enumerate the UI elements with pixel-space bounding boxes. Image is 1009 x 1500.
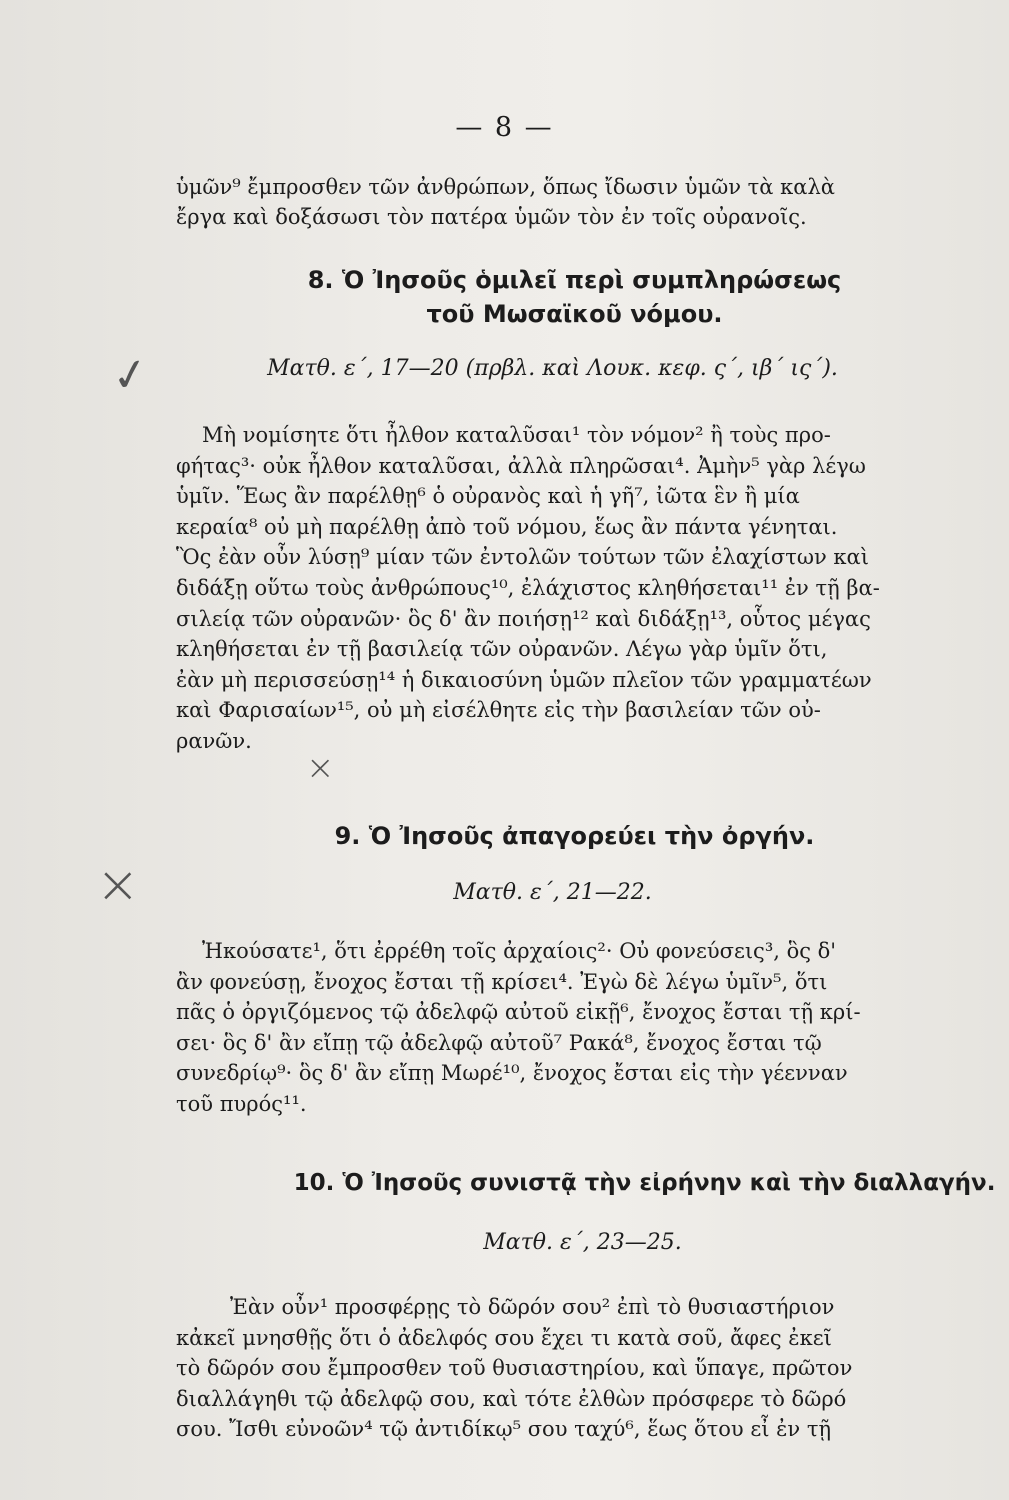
text-line: σιλείᾳ τῶν οὐρανῶν· ὃς δ' ἂν ποιήσῃ¹² καὶ διδάξῃ¹³, οὗτος μέγας: [176, 606, 871, 631]
text-line: ἂν φονεύσῃ, ἔνοχος ἔσται τῇ κρίσει⁴. Ἐγὼ δὲ λέγω ὑμῖν⁵, ὅτι: [176, 969, 828, 994]
section-10-reference: Ματθ. ε΄, 23—25.: [483, 1230, 682, 1255]
section-10-text: [176, 1292, 1009, 1445]
text-line: ὑμῖν. Ἕως ἂν παρέλθῃ⁶ ὁ οὐρανὸς καὶ ἡ γῆ⁷, ἰῶτα ἓν ἢ μία: [176, 484, 800, 509]
section-9-text: [176, 936, 1009, 1120]
text-line: Ὃς ἐὰν οὖν λύσῃ⁹ μίαν τῶν ἐντολῶν τούτων τῶν ἐλαχίστων καὶ: [176, 545, 869, 570]
text-line: πᾶς ὁ ὀργιζόμενος τῷ ἀδελφῷ αὐτοῦ εἰκῇ⁶, ἔνοχος ἔσται τῇ κρί-: [176, 1000, 861, 1025]
intro-text: [176, 172, 1009, 232]
section-9-reference: Ματθ. ε΄, 21—22.: [453, 880, 652, 905]
text-line: συνεδρίῳ⁹· ὃς δ' ἂν εἴπῃ Μωρέ¹⁰, ἔνοχος ἔσται εἰς τὴν γέενναν: [176, 1061, 848, 1086]
text-line: κεραία⁸ οὐ μὴ παρέλθῃ ἀπὸ τοῦ νόμου, ἕως ἂν πάντα γένηται.: [176, 514, 838, 539]
section-8-heading-line-2: τοῦ Μωσαϊκοῦ νόμου.: [426, 300, 723, 328]
pencil-check-mark: ✓: [107, 347, 154, 404]
text-line: τοῦ πυρός¹¹.: [176, 1091, 307, 1116]
section-9-heading: 9. Ὁ Ἰησοῦς ἀπαγορεύει τὴν ὀργήν.: [334, 822, 815, 850]
text-line: ρανῶν.: [176, 728, 252, 753]
text-line: κληθήσεται ἐν τῇ βασιλείᾳ τῶν οὐρανῶν. Λέγω γὰρ ὑμῖν ὅτι,: [176, 637, 828, 662]
text-line: σει· ὃς δ' ἂν εἴπῃ τῷ ἀδελφῷ αὐτοῦ⁷ Ρακά⁸, ἔνοχος ἔσται τῷ: [176, 1030, 822, 1055]
text-line: καὶ Φαρισαίων¹⁵, οὐ μὴ εἰσέλθητε εἰς τὴν βασιλείαν τῶν οὐ-: [176, 698, 821, 723]
text-line: διαλλάγηθι τῷ ἀδελφῷ σου, καὶ τότε ἐλθὼν πρόσφερε τὸ δῶρό: [176, 1386, 847, 1411]
section-8-reference: Ματθ. ε΄, 17—20 (πρβλ. καὶ Λουκ. κεφ. ς΄, ιβ΄ ις΄).: [267, 356, 838, 381]
page-number: — 8 —: [455, 112, 554, 143]
text-line: κἀκεῖ μνησθῇς ὅτι ὁ ἀδελφός σου ἔχει τι κατὰ σοῦ, ἄφες ἐκεῖ: [176, 1325, 832, 1350]
text-line: Ἠκούσατε¹, ὅτι ἐρρέθη τοῖς ἀρχαίοις²· Οὐ φονεύσεις³, ὃς δ': [202, 939, 837, 963]
pencil-x-mark: ×: [306, 748, 335, 788]
section-10-heading: 10. Ὁ Ἰησοῦς συνιστᾷ τὴν εἰρήνην καὶ τὴν διαλλαγήν.: [293, 1170, 996, 1196]
text-line: σου. Ἴσθι εὐνοῶν⁴ τῷ ἀντιδίκῳ⁵ σου ταχύ⁶, ἕως ὅτου εἶ ἐν τῇ: [176, 1417, 832, 1442]
section-8-heading-line-1: 8. Ὁ Ἰησοῦς ὁμιλεῖ περὶ συμπληρώσεως: [307, 266, 842, 294]
text-line: ἐὰν μὴ περισσεύσῃ¹⁴ ἡ δικαιοσύνη ὑμῶν πλεῖον τῶν γραμματέων: [176, 667, 872, 692]
text-line: ὑμῶν⁹ ἔμπροσθεν τῶν ἀνθρώπων, ὅπως ἴδωσιν ὑμῶν τὰ καλὰ: [176, 175, 835, 199]
text-line: φήτας³· οὐκ ἦλθον καταλῦσαι, ἀλλὰ πληρῶσαι⁴. Ἀμὴν⁵ γὰρ λέγω: [176, 453, 866, 478]
text-line: τὸ δῶρόν σου ἔμπροσθεν τοῦ θυσιαστηρίου, καὶ ὕπαγε, πρῶτον: [176, 1356, 853, 1381]
text-line: διδάξῃ οὕτω τοὺς ἀνθρώπους¹⁰, ἐλάχιστος κληθήσεται¹¹ ἐν τῇ βα-: [176, 575, 880, 600]
text-line: Ἐὰν οὖν¹ προσφέρῃς τὸ δῶρόν σου² ἐπὶ τὸ θυσιαστήριον: [230, 1295, 835, 1319]
pencil-x-mark: ×: [96, 855, 140, 915]
text-line: ἔργα καὶ δοξάσωσι τὸν πατέρα ὑμῶν τὸν ἐν τοῖς οὐρανοῖς.: [176, 205, 807, 229]
text-line: Μὴ νομίσητε ὅτι ἦλθον καταλῦσαι¹ τὸν νόμον² ἢ τοὺς προ-: [202, 423, 831, 447]
section-8-text: [176, 420, 1009, 757]
